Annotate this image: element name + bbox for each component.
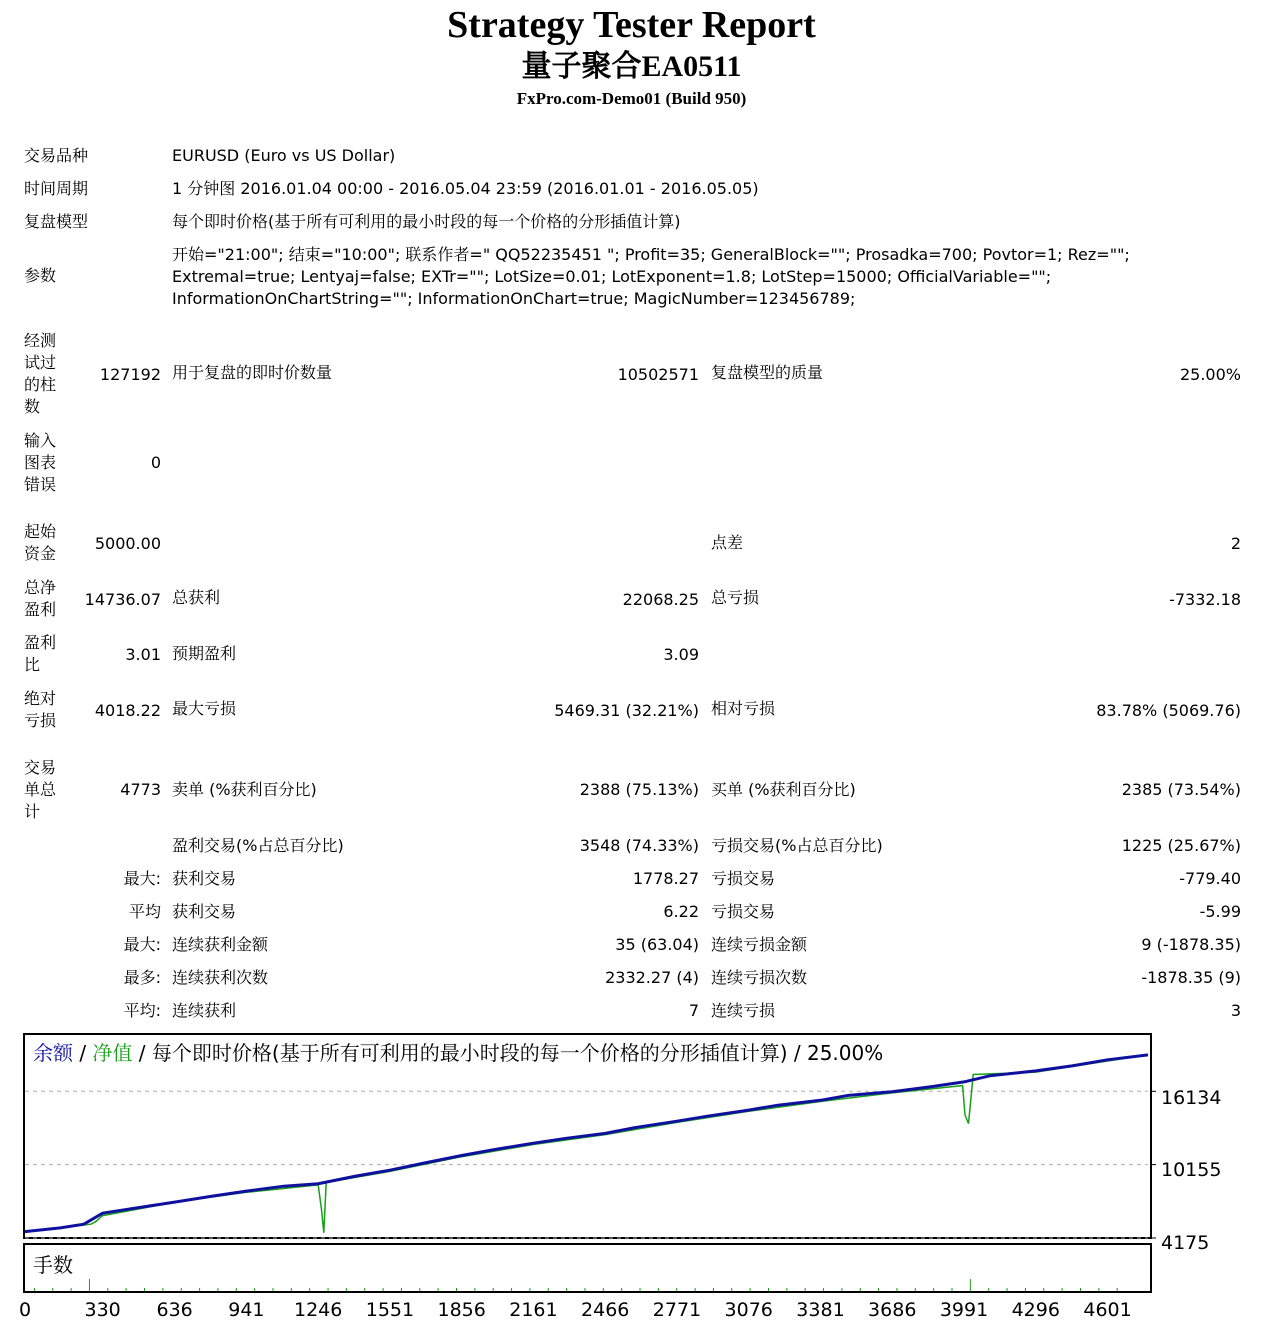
x-tick-label: 4601: [1083, 1299, 1132, 1321]
model-label: 复盘模型: [24, 212, 89, 231]
gross-profit-value: 22068.25: [622, 590, 699, 609]
largest-profit-value: 1778.27: [632, 869, 699, 888]
deposit-value: 5000.00: [94, 534, 161, 553]
quality-label: 复盘模型的质量: [711, 363, 824, 382]
abs-drawdown-value: 4018.22: [94, 701, 161, 720]
avg-consec-wins-value: 7: [688, 1001, 699, 1020]
deposit-label: 起始资金: [24, 522, 57, 563]
period-value: 1 分钟图 2016.01.04 00:00 - 2016.05.04 23:59 (2016.01.01 - 2016.05.05): [172, 179, 759, 198]
server-name: FxPro.com-Demo01 (Build 950): [516, 89, 747, 108]
maximal-losses-label: 连续亏损次数: [711, 968, 808, 987]
x-tick-label: 1246: [293, 1299, 343, 1321]
max-consec-losses-label: 连续亏损金额: [711, 935, 808, 954]
max-consec-wins-label: 连续获利金额: [172, 935, 269, 954]
short-trades-value: 2388 (75.13%): [579, 780, 699, 799]
x-tick-label: 2466: [581, 1299, 630, 1321]
params-value: 开始="21:00"; 结束="10:00"; 联系作者=" QQ52235451 "; Profit=35; GeneralBlock=""; Prosadka=700; Povtor=1; Rez=""; Extremal=true; Lentyaj=false; EXTr=""; LotSize=0.01; LotExponent=1.8; LotStep=15000; OfficialVariable=""; InformationOnChartString=""; InformationOnChart=true; MagicNumber=123456789;: [172, 245, 1130, 308]
rel-drawdown-label: 相对亏损: [711, 699, 776, 718]
average-prefix: 平均: [128, 902, 161, 921]
x-tick-label: 636: [156, 1299, 193, 1321]
x-tick-label: 2161: [509, 1299, 558, 1321]
errors-label: 输入图表错误: [24, 431, 57, 494]
average-profit-value: 6.22: [663, 902, 699, 921]
net-profit-value: 14736.07: [84, 590, 161, 609]
largest-prefix: 最大:: [123, 869, 161, 888]
abs-drawdown-label: 绝对亏损: [24, 689, 57, 730]
expected-payoff-label: 预期盈利: [172, 644, 237, 663]
spread-label: 点差: [711, 533, 744, 552]
avg-consec-prefix: 平均:: [123, 1001, 161, 1020]
gross-loss-label: 总亏损: [711, 588, 760, 607]
net-profit-label: 总净盈利: [24, 578, 57, 619]
gross-loss-value: -7332.18: [1169, 590, 1241, 609]
ticks-label: 用于复盘的即时价数量: [172, 363, 333, 382]
profit-factor-label: 盈利比: [24, 633, 57, 674]
largest-loss-value: -779.40: [1179, 869, 1241, 888]
balance-chart: [0, 1030, 1263, 1300]
lots-label: 手数: [33, 1253, 73, 1277]
x-tick-label: 3076: [724, 1299, 773, 1321]
maximal-wins-value: 2332.27 (4): [605, 968, 699, 987]
quality-value: 25.00%: [1179, 365, 1241, 384]
max-consec-losses-value: 9 (-1878.35): [1141, 935, 1241, 954]
x-tick-label: 4296: [1011, 1299, 1060, 1321]
max-consec-prefix: 最大:: [123, 935, 161, 954]
maximal-wins-label: 连续获利次数: [172, 968, 269, 987]
y-tick-label: 4175: [1161, 1232, 1210, 1254]
equity-line: [25, 1055, 1148, 1233]
long-trades-label: 买单 (%获利百分比): [711, 780, 856, 799]
average-loss-value: -5.99: [1199, 902, 1241, 921]
loss-trades-value: 1225 (25.67%): [1121, 836, 1241, 855]
report-title: Strategy Tester Report: [447, 4, 816, 46]
total-trades-value: 4773: [120, 780, 161, 799]
profit-factor-value: 3.01: [125, 645, 161, 664]
legend-balance: 余额: [33, 1041, 73, 1065]
avg-consec-losses-value: 3: [1230, 1001, 1241, 1020]
legend-separator: /: [73, 1041, 93, 1065]
x-tick-label: 1856: [437, 1299, 486, 1321]
bars-label: 经测试过的柱数: [24, 331, 57, 416]
rel-drawdown-value: 83.78% (5069.76): [1096, 701, 1241, 720]
chart-legend: [33, 1040, 883, 1066]
params-label: 参数: [24, 266, 57, 285]
legend-equity: 净值: [92, 1041, 133, 1065]
profit-trades-value: 3548 (74.33%): [579, 836, 699, 855]
bars-value: 127192: [99, 365, 161, 384]
loss-trades-label: 亏损交易(%占总百分比): [711, 836, 883, 855]
maximal-losses-value: -1878.35 (9): [1141, 968, 1241, 987]
ticks-value: 10502571: [617, 365, 699, 384]
largest-profit-label: 获利交易: [172, 869, 237, 888]
period-label: 时间周期: [24, 179, 89, 198]
avg-consec-wins-label: 连续获利: [172, 1001, 237, 1020]
x-tick-label: 1551: [365, 1299, 415, 1321]
long-trades-value: 2385 (73.54%): [1121, 780, 1241, 799]
x-tick-label: 941: [228, 1299, 265, 1321]
average-profit-label: 获利交易: [172, 902, 237, 921]
total-trades-label: 交易单总计: [24, 758, 57, 821]
x-tick-label: 3991: [939, 1299, 989, 1321]
legend-model-text: / 每个即时价格(基于所有可利用的最小时段的每一个价格的分形插值计算) / 25.00%: [132, 1041, 884, 1065]
gross-profit-label: 总获利: [172, 588, 221, 607]
max-consec-wins-value: 35 (63.04): [615, 935, 699, 954]
symbol-label: 交易品种: [24, 146, 89, 165]
largest-loss-label: 亏损交易: [711, 869, 776, 888]
avg-consec-losses-label: 连续亏损: [711, 1001, 776, 1020]
expected-payoff-value: 3.09: [663, 645, 699, 664]
spread-value: 2: [1230, 534, 1241, 553]
x-tick-label: 3381: [796, 1299, 845, 1321]
average-loss-label: 亏损交易: [711, 902, 776, 921]
maximal-prefix: 最多:: [123, 968, 161, 987]
y-tick-label: 16134: [1161, 1087, 1222, 1109]
errors-value: 0: [150, 453, 161, 472]
balance-line: [25, 1055, 1148, 1232]
short-trades-label: 卖单 (%获利百分比): [172, 780, 317, 799]
report-subtitle: 量子聚合EA0511: [521, 50, 742, 83]
x-tick-label: 330: [84, 1299, 121, 1321]
x-tick-label: 2771: [652, 1299, 702, 1321]
x-tick-label: 0: [18, 1299, 32, 1321]
profit-trades-label: 盈利交易(%占总百分比): [172, 836, 344, 855]
y-tick-label: 10155: [1161, 1159, 1222, 1181]
x-tick-label: 3686: [868, 1299, 917, 1321]
max-drawdown-label: 最大亏损: [172, 699, 237, 718]
model-value: 每个即时价格(基于所有可利用的最小时段的每一个价格的分形插值计算): [172, 212, 681, 231]
max-drawdown-value: 5469.31 (32.21%): [554, 701, 699, 720]
symbol-value: EURUSD (Euro vs US Dollar): [172, 146, 396, 165]
